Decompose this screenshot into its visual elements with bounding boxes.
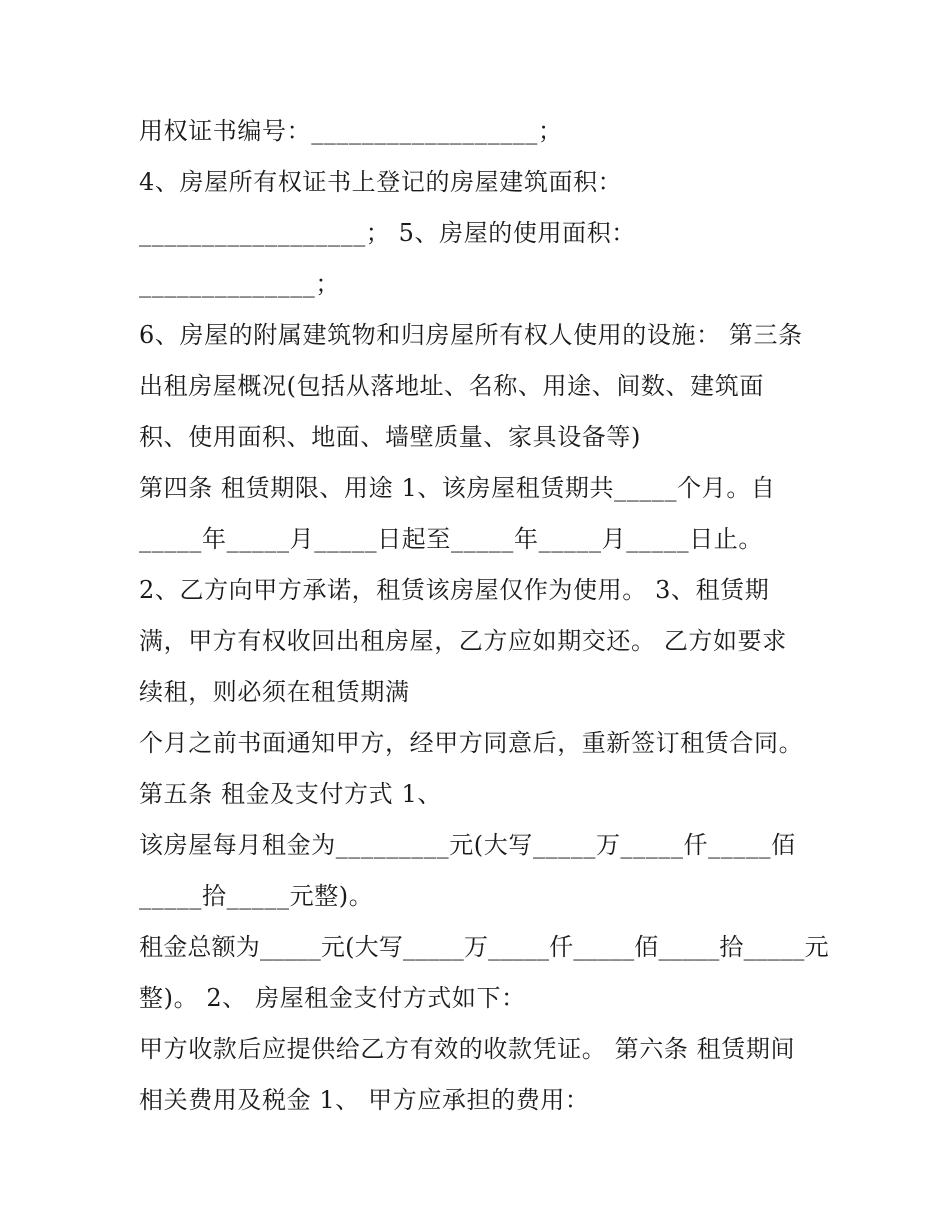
text-line: 6、房屋的附属建筑物和归房屋所有权人使用的设施： 第三条	[139, 321, 803, 349]
text-line: 积、使用面积、地面、墙壁质量、家具设备等)	[139, 423, 641, 451]
text-line: ______________；	[139, 270, 340, 298]
text-line: 满，甲方有权收回出租房屋，乙方应如期交还。 乙方如要求	[139, 627, 787, 655]
text-line: 相关费用及税金 1、 甲方应承担的费用：	[139, 1086, 590, 1114]
text-line: 整)。 2、 房屋租金支付方式如下：	[139, 984, 526, 1012]
text-line: 4、房屋所有权证书上登记的房屋建筑面积：	[139, 168, 623, 196]
text-line: __________________； 5、房屋的使用面积：	[139, 219, 636, 247]
text-line: 续租，则必须在租赁期满	[139, 678, 410, 706]
text-line: 第五条 租金及支付方式 1、	[139, 780, 442, 808]
text-line: 第四条 租赁期限、用途 1、该房屋租赁期共_____个月。自	[139, 474, 776, 502]
text-line: _____拾_____元整)。	[139, 882, 374, 910]
text-line: 个月之前书面通知甲方，经甲方同意后，重新签订租赁合同。	[139, 729, 804, 757]
text-line: 该房屋每月租金为_________元(大写_____万_____仟_____佰	[139, 831, 796, 859]
text-line: 用权证书编号：__________________；	[139, 117, 563, 145]
contract-text	[139, 106, 829, 1126]
text-line: _____年_____月_____日起至_____年_____月_____日止。	[139, 525, 763, 553]
text-line: 租金总额为_____元(大写_____万_____仟_____佰_____拾_____元	[139, 933, 829, 961]
text-line: 甲方收款后应提供给乙方有效的收款凭证。 第六条 租赁期间	[139, 1035, 796, 1063]
text-line: 2、乙方向甲方承诺，租赁该房屋仅作为使用。 3、租赁期	[139, 576, 770, 604]
text-line: 出租房屋概况(包括从落地址、名称、用途、间数、建筑面	[139, 372, 764, 400]
